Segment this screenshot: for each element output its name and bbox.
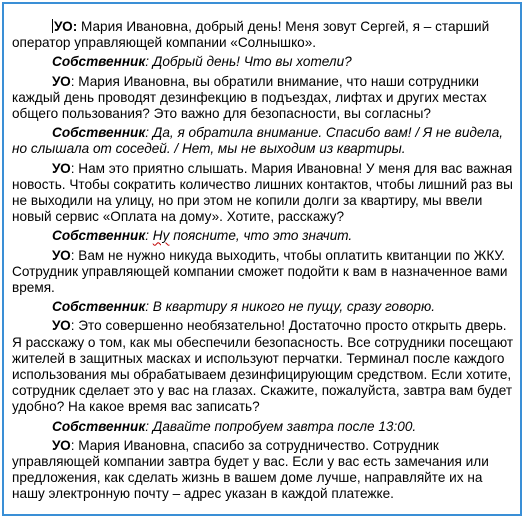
speaker-separator: : [70,318,79,334]
line-text: Это совершенно необязательно! Достаточно просто открыть дверь. Я расскажу о том, как мы обеспечили безопасность. Все сотрудники посещают жителей в защитных масках и используют перчатки. Терминал после каждого использования мы обрабатываем дезинфицирующим средством. Если хотите, сотрудник сделает это у вас на глазах. Скажите, пожалуйста, завтра вам будет удобно? На какое время вас записать? [12,318,514,415]
speaker-separator: : [72,19,82,34]
operator-line-2 [12,74,516,123]
line-text: Добрый день! Что вы хотели? [152,54,352,70]
line-text: Мария Ивановна, вы обратили внимание, что наши сотрудники каждый день проводят дезинфекцию в подъездах, лифтах и других местах общего пользования? Это важно для безопасности, вы согласны? [12,73,487,122]
speaker-label: Собственник [52,125,146,141]
line-text: Давайте попробуем завтра после 13:00. [152,418,417,434]
speaker-separator: : [70,73,79,89]
owner-line-5 [12,419,516,435]
speaker-label: Собственник [52,54,146,70]
operator-line-4 [12,248,516,297]
speaker-label: УО [54,19,73,34]
speaker-separator: : [145,228,153,244]
line-text: поясните, что это значит. [169,228,353,244]
owner-line-2 [12,125,516,157]
spellcheck-word: Ну [152,228,170,244]
operator-line-6 [12,438,516,503]
speaker-label: УО [52,318,71,334]
speaker-label: УО [52,73,71,89]
speaker-label: УО [52,437,71,453]
line-text: Мария Ивановна, добрый день! Меня зовут Сергей, я – старший оператор управляющей компании «Солнышко». [12,19,490,51]
operator-line-3 [12,161,516,226]
speaker-separator: : [145,125,153,141]
owner-line-1 [12,54,516,70]
dialogue-script[interactable] [12,17,516,506]
operator-line-5 [12,318,516,415]
line-text: Да, я обратила внимание. Спасибо вам! / Я не видела, но слышала от соседей. / Нет, мы не выходим из квартиры. [12,125,504,157]
speaker-separator: : [70,160,79,176]
speaker-label: Собственник [52,299,146,315]
line-text: В квартиру я никого не пущу, сразу говорю. [152,299,435,315]
speaker-label: УО [52,247,71,263]
text-cursor [52,19,53,33]
speaker-label: Собственник [52,228,146,244]
line-text: Нам это приятно слышать. Мария Ивановна! У меня для вас важная новость. Чтобы сократить количество лишних контактов, чтобы лишний раз вы не выходили на улицу, но при этом не копили долги за квартиру, мы ввели новый сервис «Оплата на дому». Хотите, расскажу? [12,160,513,225]
document-frame [2,2,522,516]
speaker-separator: : [145,54,153,70]
speaker-separator: : [145,299,153,315]
owner-line-3 [12,228,516,244]
owner-line-4 [12,299,516,315]
speaker-label: Собственник [52,418,146,434]
line-text: Вам не нужно никуда выходить, чтобы оплатить квитанции по ЖКУ. Сотрудник управляющей компании сможет подойти к вам в назначенное вами время. [12,247,508,296]
speaker-separator: : [70,247,79,263]
speaker-separator: : [70,437,79,453]
speaker-label: УО [52,160,71,176]
speaker-separator: : [145,418,153,434]
operator-line-1 [12,19,516,51]
line-text: Мария Ивановна, спасибо за сотрудничество. Сотрудник управляющей компании завтра будет у вас. Если у вас есть замечания или предложения, как сделать жизнь в вашем доме лучше, направляйте их на нашу электронную почту – адрес указан в каждой платежке. [12,437,489,502]
